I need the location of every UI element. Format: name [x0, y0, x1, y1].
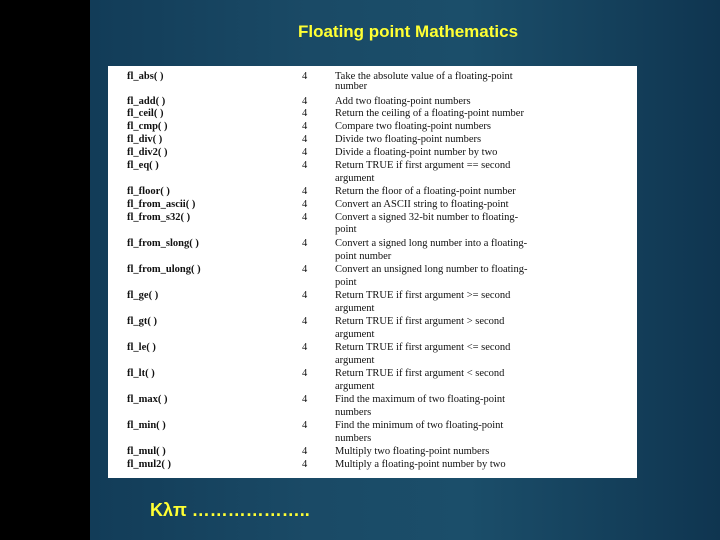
table-row [108, 80, 637, 93]
function-description: Divide two floating-point numbers [335, 134, 482, 145]
function-description: Convert an ASCII string to floating-point [335, 199, 509, 210]
function-chapter: 4 [302, 368, 308, 379]
table-row [108, 250, 637, 263]
table-row [108, 393, 637, 406]
function-chapter: 4 [302, 71, 308, 82]
function-chapter: 4 [302, 264, 308, 275]
function-description: Convert a signed long number into a floating- [335, 238, 528, 249]
function-description: Return TRUE if first argument > second [335, 316, 505, 327]
function-name: fl_from_s32( ) [127, 212, 191, 223]
function-chapter: 4 [302, 96, 308, 107]
table-row [108, 302, 637, 315]
table-row [108, 263, 637, 276]
function-name: fl_le( ) [127, 342, 156, 353]
table-row [108, 107, 637, 120]
table-row [108, 133, 637, 146]
function-chapter: 4 [302, 342, 308, 353]
function-description: Divide a floating-point number by two [335, 147, 498, 158]
function-chapter: 4 [302, 199, 308, 210]
function-description: numbers [335, 407, 372, 418]
function-name: fl_from_ulong( ) [127, 264, 201, 275]
function-description: Compare two floating-point numbers [335, 121, 492, 132]
function-name: fl_ceil( ) [127, 108, 164, 119]
function-chapter: 4 [302, 186, 308, 197]
function-description: Multiply a floating-point number by two [335, 459, 506, 470]
function-description: point [335, 277, 357, 288]
function-description: numbers [335, 433, 372, 444]
function-chapter: 4 [302, 238, 308, 249]
footer-text: Κλπ ……………….. [150, 500, 310, 520]
function-name: fl_div2( ) [127, 147, 168, 158]
table-row [108, 146, 637, 159]
function-description: argument [335, 173, 375, 184]
function-description: point number [335, 251, 392, 262]
function-description: Return TRUE if first argument >= second [335, 290, 511, 301]
function-description: Return the ceiling of a floating-point number [335, 108, 524, 119]
function-name: fl_cmp( ) [127, 121, 168, 132]
table-row [108, 172, 637, 185]
function-description: argument [335, 381, 375, 392]
function-description: Convert an unsigned long number to floating- [335, 264, 528, 275]
function-chapter: 4 [302, 316, 308, 327]
table-row [108, 445, 637, 458]
function-description: Return TRUE if first argument == second [335, 160, 511, 171]
function-chapter: 4 [302, 134, 308, 145]
function-name: fl_div( ) [127, 134, 163, 145]
function-description: argument [335, 355, 375, 366]
table-row [108, 432, 637, 445]
function-name: fl_from_slong( ) [127, 238, 199, 249]
table-row [108, 419, 637, 432]
table-row [108, 289, 637, 302]
function-name: fl_mul2( ) [127, 459, 172, 470]
table-row [108, 185, 637, 198]
function-name: fl_min( ) [127, 420, 166, 431]
function-name: fl_lt( ) [127, 368, 155, 379]
function-name: fl_max( ) [127, 394, 168, 405]
function-description: Take the absolute value of a floating-point [335, 71, 513, 82]
table-row [108, 315, 637, 328]
table-row [108, 198, 637, 211]
function-chapter: 4 [302, 147, 308, 158]
function-name: fl_mul( ) [127, 446, 166, 457]
function-description: Convert a signed 32-bit number to floating- [335, 212, 519, 223]
table-row [108, 237, 637, 250]
function-description: Find the minimum of two floating-point [335, 420, 504, 431]
function-chapter: 4 [302, 108, 308, 119]
function-name: fl_ge( ) [127, 290, 159, 301]
function-chapter: 4 [302, 212, 308, 223]
function-name: fl_add( ) [127, 96, 166, 107]
function-description: Return TRUE if first argument < second [335, 368, 505, 379]
table-row [108, 159, 637, 172]
function-name: fl_abs( ) [127, 71, 164, 82]
slide [90, 0, 720, 540]
function-description: Return the floor of a floating-point number [335, 186, 516, 197]
function-chapter: 4 [302, 160, 308, 171]
function-chapter: 4 [302, 394, 308, 405]
function-description: number [335, 81, 368, 92]
table-row [108, 458, 637, 471]
function-description: Add two floating-point numbers [335, 96, 471, 107]
table-row [108, 223, 637, 236]
table-row [108, 380, 637, 393]
function-name: fl_floor( ) [127, 186, 170, 197]
function-table [108, 66, 637, 478]
table-row [108, 341, 637, 354]
slide-title: Floating point Mathematics [297, 22, 519, 41]
function-description: Multiply two floating-point numbers [335, 446, 490, 457]
table-row [108, 354, 637, 367]
function-name: fl_eq( ) [127, 160, 159, 171]
function-chapter: 4 [302, 290, 308, 301]
function-description: Return TRUE if first argument <= second [335, 342, 511, 353]
function-description: Find the maximum of two floating-point [335, 394, 506, 405]
function-name: fl_gt( ) [127, 316, 158, 327]
function-description: argument [335, 303, 375, 314]
function-chapter: 4 [302, 121, 308, 132]
table-row [108, 276, 637, 289]
function-chapter: 4 [302, 459, 308, 470]
table-row [108, 367, 637, 380]
function-description: argument [335, 329, 375, 340]
table-row [108, 328, 637, 341]
function-name: fl_from_ascii( ) [127, 199, 196, 210]
function-chapter: 4 [302, 446, 308, 457]
function-chapter: 4 [302, 420, 308, 431]
table-row [108, 406, 637, 419]
table-row [108, 120, 637, 133]
function-description: point [335, 224, 357, 235]
